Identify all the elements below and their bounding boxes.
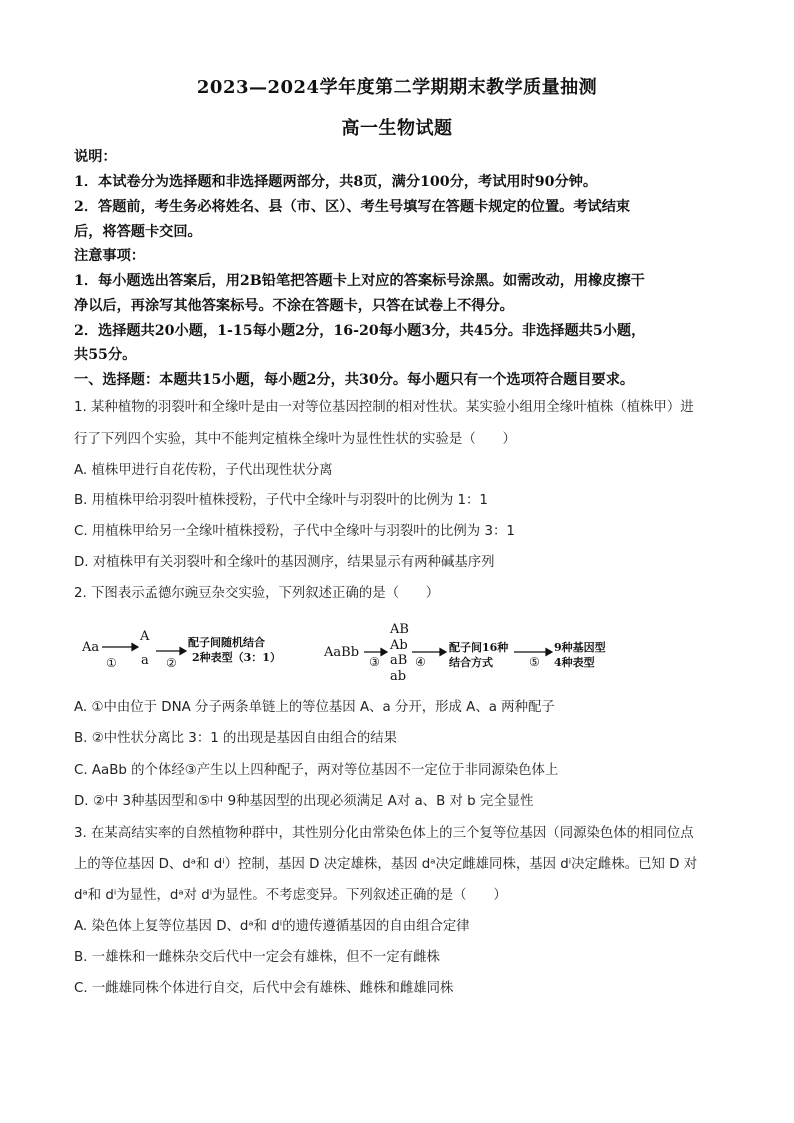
right-genotype: AaBb: [324, 645, 360, 660]
left-result-line1: 配子间随机结合: [188, 636, 265, 649]
section-heading: 一、选择题：本题共15小题，每小题2分，共30分。每小题只有一个选项符合题目要求。: [74, 372, 635, 388]
question-3-option-c: C. 一雌雄同株个体进行自交，后代中会有雄株、雌株和雌雄同株: [74, 981, 454, 996]
left-result-line2: 2种表型（3：1）: [192, 651, 281, 664]
note-line: 净以后，再涂写其他答案标号。不涂在答题卡，只答在试卷上不得分。: [74, 298, 514, 314]
left-gamete: A: [140, 629, 150, 644]
exam-subtitle: 高一生物试题: [341, 118, 453, 139]
question-2-option-a: A. ①中由位于 DNA 分子两条单链上的等位基因 A、a 分开，形成 A、a 两种配子: [74, 700, 555, 715]
right-gamete: AB: [390, 622, 409, 637]
left-gamete: a: [141, 653, 149, 668]
step-3-label: ③: [369, 655, 380, 669]
right-gamete: aB: [390, 653, 408, 668]
note-line: 2．选择题共20小题，1-15每小题2分，16-20每小题3分，共45分。非选择题共5小题，: [74, 323, 646, 339]
note-line: 共55分。: [74, 347, 137, 363]
question-2-option-c: C. AaBb 的个体经③产生以上四种配子，两对等位基因不一定位于非同源染色体上: [74, 763, 559, 778]
question-1-option-c: C. 用植株甲给另一全缘叶植株授粉，子代中全缘叶与羽裂叶的比例为 3：1: [74, 524, 515, 539]
question-2-option-b: B. ②中性状分离比 3：1 的出现是基因自由组合的结果: [74, 731, 398, 746]
right-gamete: Ab: [390, 638, 408, 653]
question-3-stem: dᵃ和 dⁱ为显性，dᵃ对 dⁱ为显性。不考虑变异。下列叙述正确的是（ ）: [74, 888, 507, 903]
instructions-heading: 说明：: [74, 149, 117, 165]
step-2-label: ②: [166, 656, 177, 670]
question-3-stem: 3. 在某高结实率的自然植物种群中，其性别分化由常染色体上的三个复等位基因（同源染色体的相同位点: [74, 826, 694, 841]
right-mid-line1: 配子间16种: [449, 641, 509, 654]
right-result-line2: 4种表型: [554, 656, 595, 669]
instruction-line: 后，将答题卡交回。: [74, 224, 202, 240]
instruction-line: 1．本试卷分为选择题和非选择题两部分，共8页，满分100分，考试用时90分钟。: [74, 174, 598, 190]
arrow-2-head: [180, 648, 186, 655]
arrow-5-head: [546, 649, 552, 656]
exam-title: 2023—2024学年度第二学期期末教学质量抽测: [196, 77, 598, 98]
question-1-stem: 1. 某种植物的羽裂叶和全缘叶是由一对等位基因控制的相对性状。某实验小组用全缘叶植株（植株甲）进: [74, 400, 694, 415]
left-genotype: Aa: [82, 640, 100, 655]
arrow-4-head: [440, 649, 446, 656]
question-2-option-d: D. ②中 3种基因型和⑤中 9种基因型的出现必须满足 A对 a、B 对 b 完全显性: [74, 794, 534, 809]
notes-heading: 注意事项：: [74, 248, 145, 264]
step-1-label: ①: [106, 656, 117, 670]
question-3-option-a: A. 染色体上复等位基因 D、dᵃ和 dⁱ的遗传遵循基因的自由组合定律: [74, 919, 470, 934]
arrow-3-head: [381, 649, 387, 656]
step-4-label: ④: [415, 655, 426, 669]
right-gamete: ab: [390, 669, 407, 684]
question-2-stem: 2. 下图表示孟德尔豌豆杂交实验，下列叙述正确的是（ ）: [74, 586, 440, 601]
arrow-1-head: [132, 644, 138, 651]
question-1-option-d: D. 对植株甲有关羽裂叶和全缘叶的基因测序，结果显示有两种碱基序列: [74, 555, 495, 570]
note-line: 1．每小题选出答案后，用2B铅笔把答题卡上对应的答案标号涂黑。如需改动，用橡皮擦干: [74, 273, 645, 289]
step-5-label: ⑤: [529, 655, 540, 669]
question-3-option-b: B. 一雄株和一雌株杂交后代中一定会有雄株，但不一定有雌株: [74, 950, 440, 965]
instruction-line: 2．答题前，考生务必将姓名、县（市、区）、考生号填写在答题卡规定的位置。考试结束: [74, 199, 631, 215]
right-mid-line2: 结合方式: [449, 656, 493, 669]
right-result-line1: 9种基因型: [554, 641, 606, 654]
mendel-cross-diagram: [74, 618, 634, 690]
question-1-option-b: B. 用植株甲给羽裂叶植株授粉，子代中全缘叶与羽裂叶的比例为 1：1: [74, 493, 488, 508]
question-1-stem: 行了下列四个实验，其中不能判定植株全缘叶为显性性状的实验是（ ）: [74, 432, 516, 447]
question-3-stem: 上的等位基因 D、dᵃ和 dⁱ）控制，基因 D 决定雄株，基因 dᵃ决定雌雄同株，基因 dⁱ决定雌株。已知 D 对: [74, 857, 698, 872]
question-1-option-a: A. 植株甲进行自花传粉，子代出现性状分离: [74, 463, 333, 478]
